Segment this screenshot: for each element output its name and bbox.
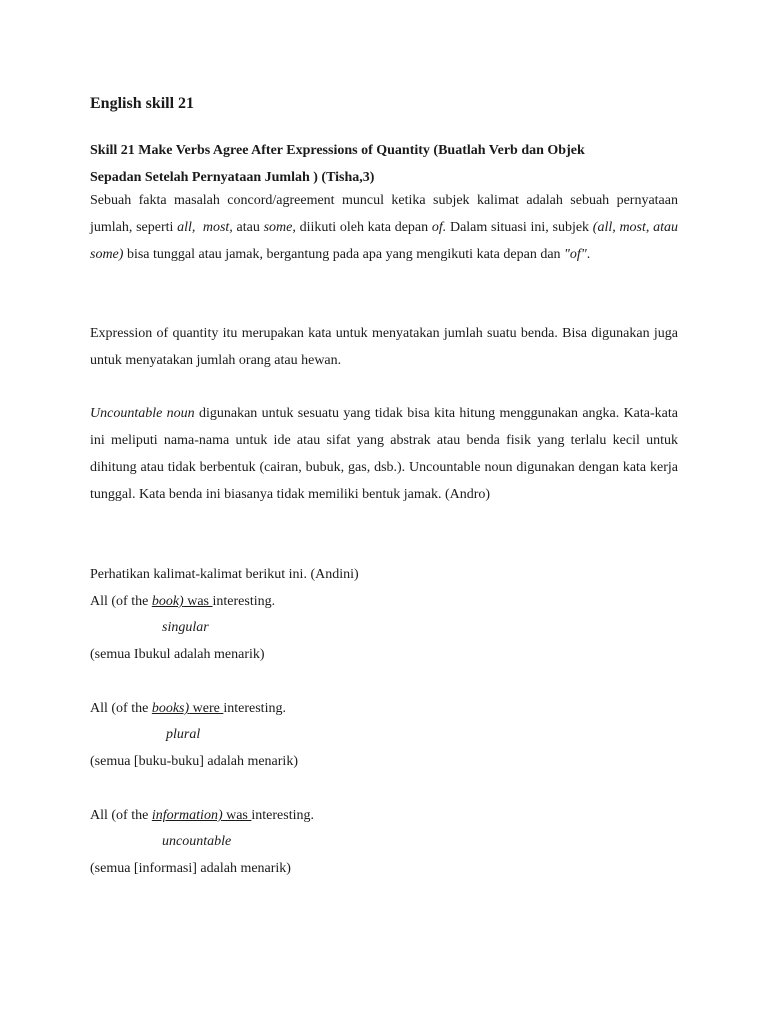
p3-text: digunakan untuk sesuatu yang tidak bisa kita hitung menggunakan angka. Kata-kata ini meliputi nama-nama untuk ide atau sifat yang abstrak atau benda fisik yang terlalu kecil untuk dihitung atau tidak berbentuk (cairan, bubuk, gas, dsb.). Uncountable noun digunakan dengan kata kerja tunggal. Kata benda ini biasanya tidak memiliki bentuk jamak. (Andro) [90, 406, 678, 502]
p1-text-4: Dalam situasi ini, subjek [446, 220, 593, 235]
example-2-pre: All (of the [90, 701, 152, 716]
p1-word-all: all, [177, 220, 196, 235]
p1-text-1: Sebuah fakta masalah concord/agreement muncul ketika subjek kalimat adalah sebuah pernyataan jumlah, seperti [90, 193, 678, 235]
p1-word-some: some, [263, 220, 296, 235]
p1-text-6: . [586, 247, 591, 262]
p1-word-most: most, [202, 220, 233, 235]
example-1-post: interesting. [212, 594, 276, 609]
example-1-verb: was [183, 594, 213, 609]
example-sentence-3 [90, 806, 314, 826]
example-1-noun: book) [151, 594, 184, 609]
page-title: English skill 21 [90, 95, 195, 112]
paragraph-concord [90, 187, 678, 268]
example-3-noun: information) [151, 808, 223, 823]
example-2-noun: books) [151, 701, 190, 716]
example-3-label-text: uncountable [162, 834, 232, 849]
p1-quantity-group: (all, most, atau some) [90, 220, 678, 262]
p1-text-5: bisa tunggal atau jamak, bergantung pada apa yang mengikuti kata depan dan [123, 247, 565, 262]
example-sentence-2 [90, 699, 286, 719]
example-label-1 [162, 618, 209, 638]
example-3-verb: was [222, 808, 252, 823]
p1-text-3: diikuti oleh kata depan [295, 220, 432, 235]
example-translation-3: (semua [informasi] adalah menarik) [90, 861, 291, 876]
example-2-post: interesting. [223, 701, 286, 716]
section-heading [90, 137, 678, 191]
example-3-pre: All (of the [90, 808, 152, 823]
example-2-verb: were [189, 701, 224, 716]
paragraph-uncountable-noun [90, 400, 678, 508]
example-label-3 [162, 832, 231, 852]
example-translation-1: (semua Ibukul adalah menarik) [90, 647, 265, 662]
example-1-label-text: singular [162, 620, 209, 635]
heading-line-2: Sepadan Setelah Pernyataan Jumlah ) (Tisha,3) [90, 170, 375, 185]
example-label-2 [166, 725, 200, 745]
p1-word-of: of. [431, 220, 447, 235]
example-3-post: interesting. [251, 808, 314, 823]
p1-of-quote: "of" [564, 247, 587, 262]
example-2-label-text: plural [166, 727, 201, 742]
p1-text-2: atau [232, 220, 264, 235]
paragraph-expression-of-quantity: Expression of quantity itu merupakan kata untuk menyatakan jumlah suatu benda. Bisa digunakan juga untuk menyatakan jumlah orang atau hewan. [90, 326, 678, 368]
example-translation-2: (semua [buku-buku] adalah menarik) [90, 754, 298, 769]
heading-line-1: Skill 21 Make Verbs Agree After Expressions of Quantity (Buatlah Verb dan Objek [90, 143, 585, 158]
example-sentence-1 [90, 592, 275, 612]
p3-term: Uncountable noun [90, 406, 195, 421]
example-1-pre: All (of the [90, 594, 152, 609]
examples-intro: Perhatikan kalimat-kalimat berikut ini. (Andini) [90, 567, 359, 582]
